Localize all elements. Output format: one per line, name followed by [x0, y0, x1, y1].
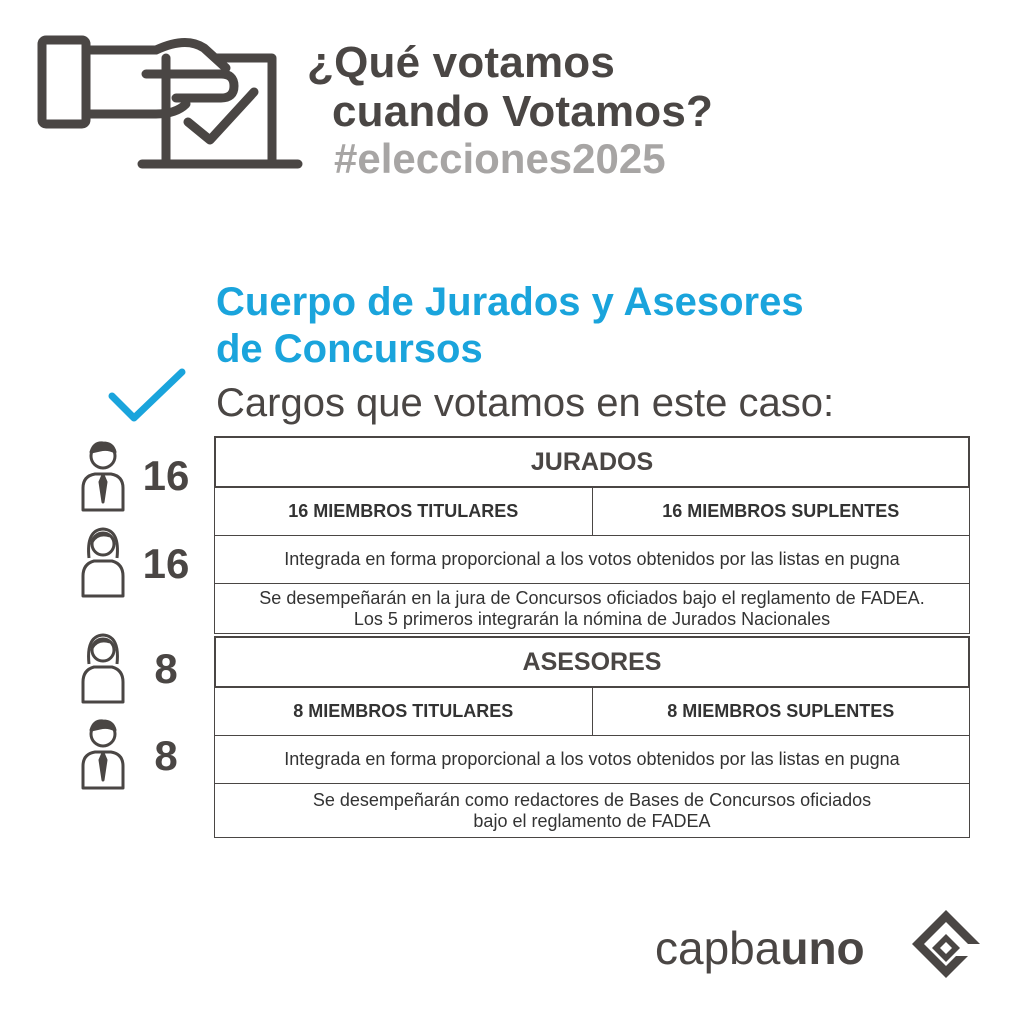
ballot-box-hand-icon: [36, 28, 306, 178]
page-title-line2: cuando Votamos?: [332, 87, 714, 136]
asesores-heading: ASESORES: [214, 636, 970, 688]
woman-icon: [80, 630, 126, 706]
section-title-line2: de Concursos: [216, 327, 483, 371]
count-jurados-titulares: 16: [142, 452, 190, 499]
section-title-line1: Cuerpo de Jurados y Asesores: [216, 280, 804, 324]
asesores-description-line1: Se desempeñarán como redactores de Bases de Concursos oficiados: [312, 789, 872, 810]
woman-icon: [80, 524, 126, 600]
cargos-table: [214, 436, 970, 838]
count-jurados-suplentes: 16: [142, 540, 190, 587]
man-with-tie-icon: [80, 438, 126, 514]
jurados-titulares-cell: 16 MIEMBROS TITULARES: [288, 501, 519, 521]
brand-wordmark: [655, 918, 865, 978]
asesores-proportion-row: Integrada en forma proporcional a los votos obtenidos por las listas en pugna: [214, 736, 970, 784]
asesores-description-row: [214, 784, 970, 838]
count-asesores-titulares: 8: [154, 645, 178, 692]
brand-wordmark-bold: uno: [780, 922, 865, 974]
asesores-titulares-cell: 8 MIEMBROS TITULARES: [293, 701, 514, 721]
checkmark-icon: [106, 366, 188, 428]
jurados-members-row: [214, 488, 970, 536]
jurados-description-row: [214, 584, 970, 634]
jurados-heading: JURADOS: [214, 436, 970, 488]
asesores-suplentes-cell: 8 MIEMBROS SUPLENTES: [592, 688, 970, 735]
brand-wordmark-light: capba: [655, 922, 781, 974]
jurados-proportion-row: Integrada en forma proporcional a los votos obtenidos por las listas en pugna: [214, 536, 970, 584]
asesores-description-line2: bajo el reglamento de FADEA: [473, 810, 711, 831]
jurados-description-line1: Se desempeñarán en la jura de Concursos oficiados bajo el reglamento de FADEA.: [259, 587, 925, 608]
hashtag: #elecciones2025: [334, 135, 666, 182]
count-asesores-suplentes: 8: [154, 732, 178, 779]
page-title-line1: ¿Qué votamos: [307, 38, 616, 87]
section-subtitle: Cargos que votamos en este caso:: [216, 381, 835, 425]
man-with-tie-icon: [80, 716, 126, 792]
capbauno-logo-icon: [910, 908, 982, 984]
jurados-description-line2: Los 5 primeros integrarán la nómina de Jurados Nacionales: [353, 608, 831, 629]
asesores-members-row: [214, 688, 970, 736]
jurados-suplentes-cell: 16 MIEMBROS SUPLENTES: [592, 488, 970, 535]
